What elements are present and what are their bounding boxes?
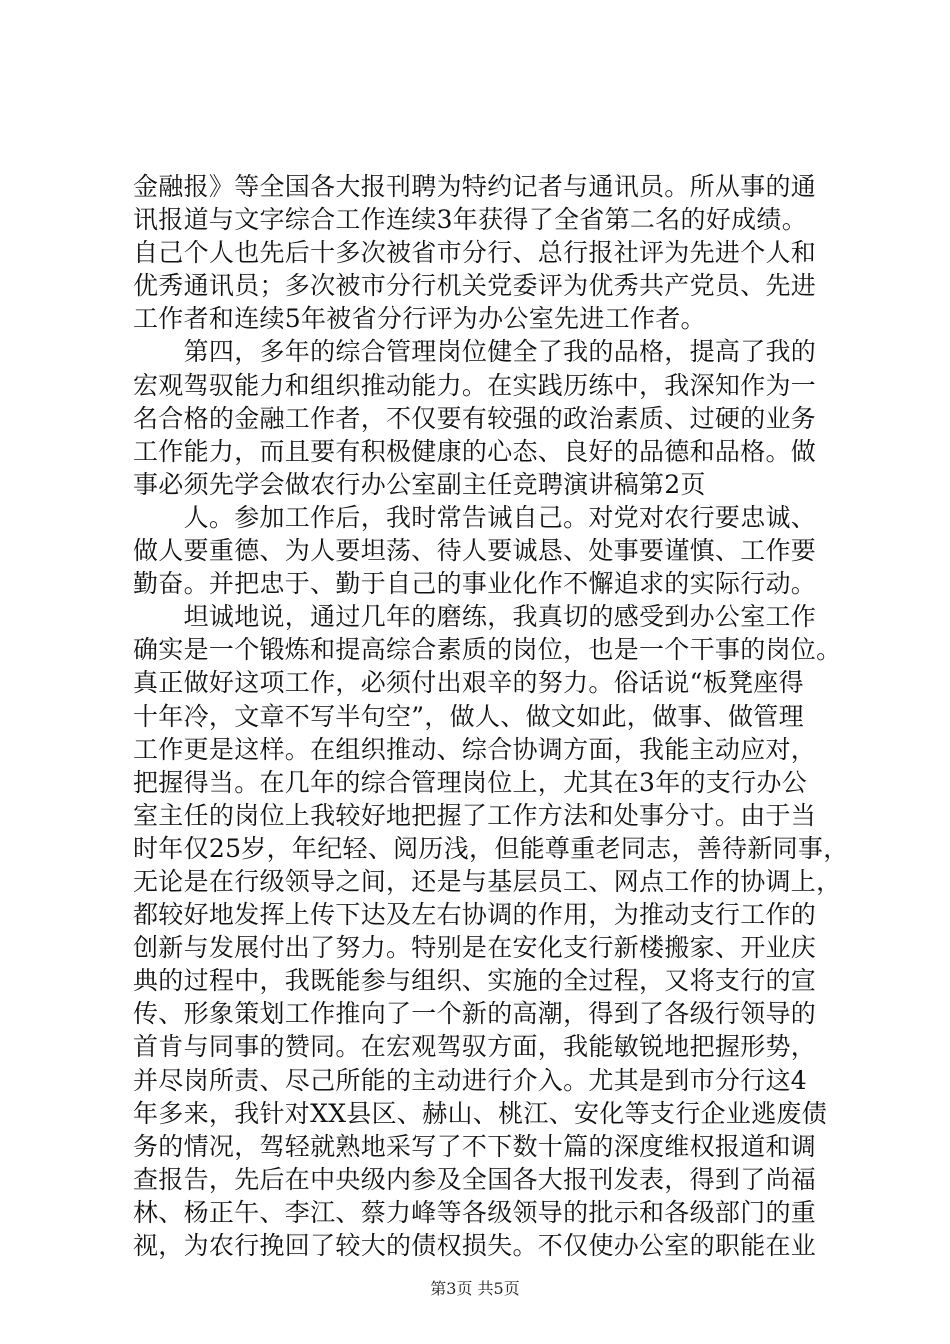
text-line: 金融报》等全国各大报刊聘为特约记者与通讯员。所从事的通 [133, 172, 817, 201]
text-line: 第四，多年的综合管理岗位健全了我的品格，提高了我的 [133, 337, 817, 367]
text-line: 典的过程中，我既能参与组织、实施的全过程，又将支行的宣 [133, 966, 817, 996]
text-line: 传、形象策划工作推向了一个新的高潮，得到了各级行领导的 [133, 999, 817, 1029]
body-text [133, 170, 849, 1262]
text-line: 年多来，我针对XX县区、赫山、桃江、安化等支行企业逃废债 [133, 1098, 827, 1128]
text-line: 工作者和连续5年被省分行评为办公室先进工作者。 [133, 304, 706, 334]
text-line: 讯报道与文字综合工作连续3年获得了全省第二名的好成绩。 [133, 205, 808, 235]
text-line: 时年仅25岁，年纪轻、阅历浅，但能尊重老同志，善待新同事， [133, 833, 849, 863]
text-line: 自己个人也先后十多次被省市分行、总行报社评为先进个人和 [133, 238, 817, 268]
text-line: 视，为农行挽回了较大的债权损失。不仅使办公室的职能在业 [133, 1231, 817, 1260]
text-line: 坦诚地说，通过几年的磨练，我真切的感受到办公室工作 [133, 602, 817, 632]
text-line: 创新与发展付出了努力。特别是在安化支行新楼搬家、开业庆 [133, 933, 817, 963]
text-line: 人。参加工作后，我时常告诫自己。对党对农行要忠诚、 [133, 502, 817, 532]
text-line: 事必须先学会做农行办公室副主任竞聘演讲稿第2页 [133, 469, 706, 499]
text-line: 十年冷，文章不写半句空”，做人、做文如此，做事、做管理 [133, 701, 804, 731]
text-line: 务的情况，驾轻就熟地采写了不下数十篇的深度维权报道和调 [133, 1131, 817, 1161]
text-line: 名合格的金融工作者，不仅要有较强的政治素质、过硬的业务 [133, 403, 817, 433]
text-line: 真正做好这项工作，必须付出艰辛的努力。俗话说“板凳座得 [133, 668, 804, 698]
text-line: 室主任的岗位上我较好地把握了工作方法和处事分寸。由于当 [133, 800, 817, 830]
text-line: 都较好地发挥上传下达及左右协调的作用，为推动支行工作的 [133, 900, 817, 930]
text-line: 并尽岗所责、尽己所能的主动进行介入。尤其是到市分行这4 [133, 1065, 808, 1095]
text-line: 把握得当。在几年的综合管理岗位上，尤其在3年的支行办公 [133, 767, 808, 797]
text-line: 林、杨正午、李江、蔡力峰等各级领导的批示和各级部门的重 [133, 1197, 817, 1227]
page-footer [0, 1276, 950, 1299]
text-line: 查报告，先后在中央级内参及全国各大报刊发表，得到了尚福 [133, 1164, 817, 1194]
text-line: 工作能力，而且要有积极健康的心态、良好的品德和品格。做 [133, 436, 817, 466]
text-line: 无论是在行级领导之间，还是与基层员工、网点工作的协调上， [133, 866, 842, 896]
text-line: 工作更是这样。在组织推动、综合协调方面，我能主动应对， [133, 734, 817, 764]
text-line: 勤奋。并把忠于、勤于自己的事业化作不懈追求的实际行动。 [133, 569, 817, 599]
page-number: 第3页 共5页 [430, 1279, 520, 1298]
text-line: 宏观驾驭能力和组织推动能力。在实践历练中，我深知作为一 [133, 370, 817, 400]
text-line: 首肯与同事的赞同。在宏观驾驭方面，我能敏锐地把握形势， [133, 1032, 817, 1062]
text-line: 优秀通讯员；多次被市分行机关党委评为优秀共产党员、先进 [133, 271, 817, 301]
text-line: 确实是一个锻炼和提高综合素质的岗位，也是一个干事的岗位。 [133, 635, 842, 665]
text-line: 做人要重德、为人要坦荡、待人要诚恳、处事要谨慎、工作要 [133, 536, 817, 566]
